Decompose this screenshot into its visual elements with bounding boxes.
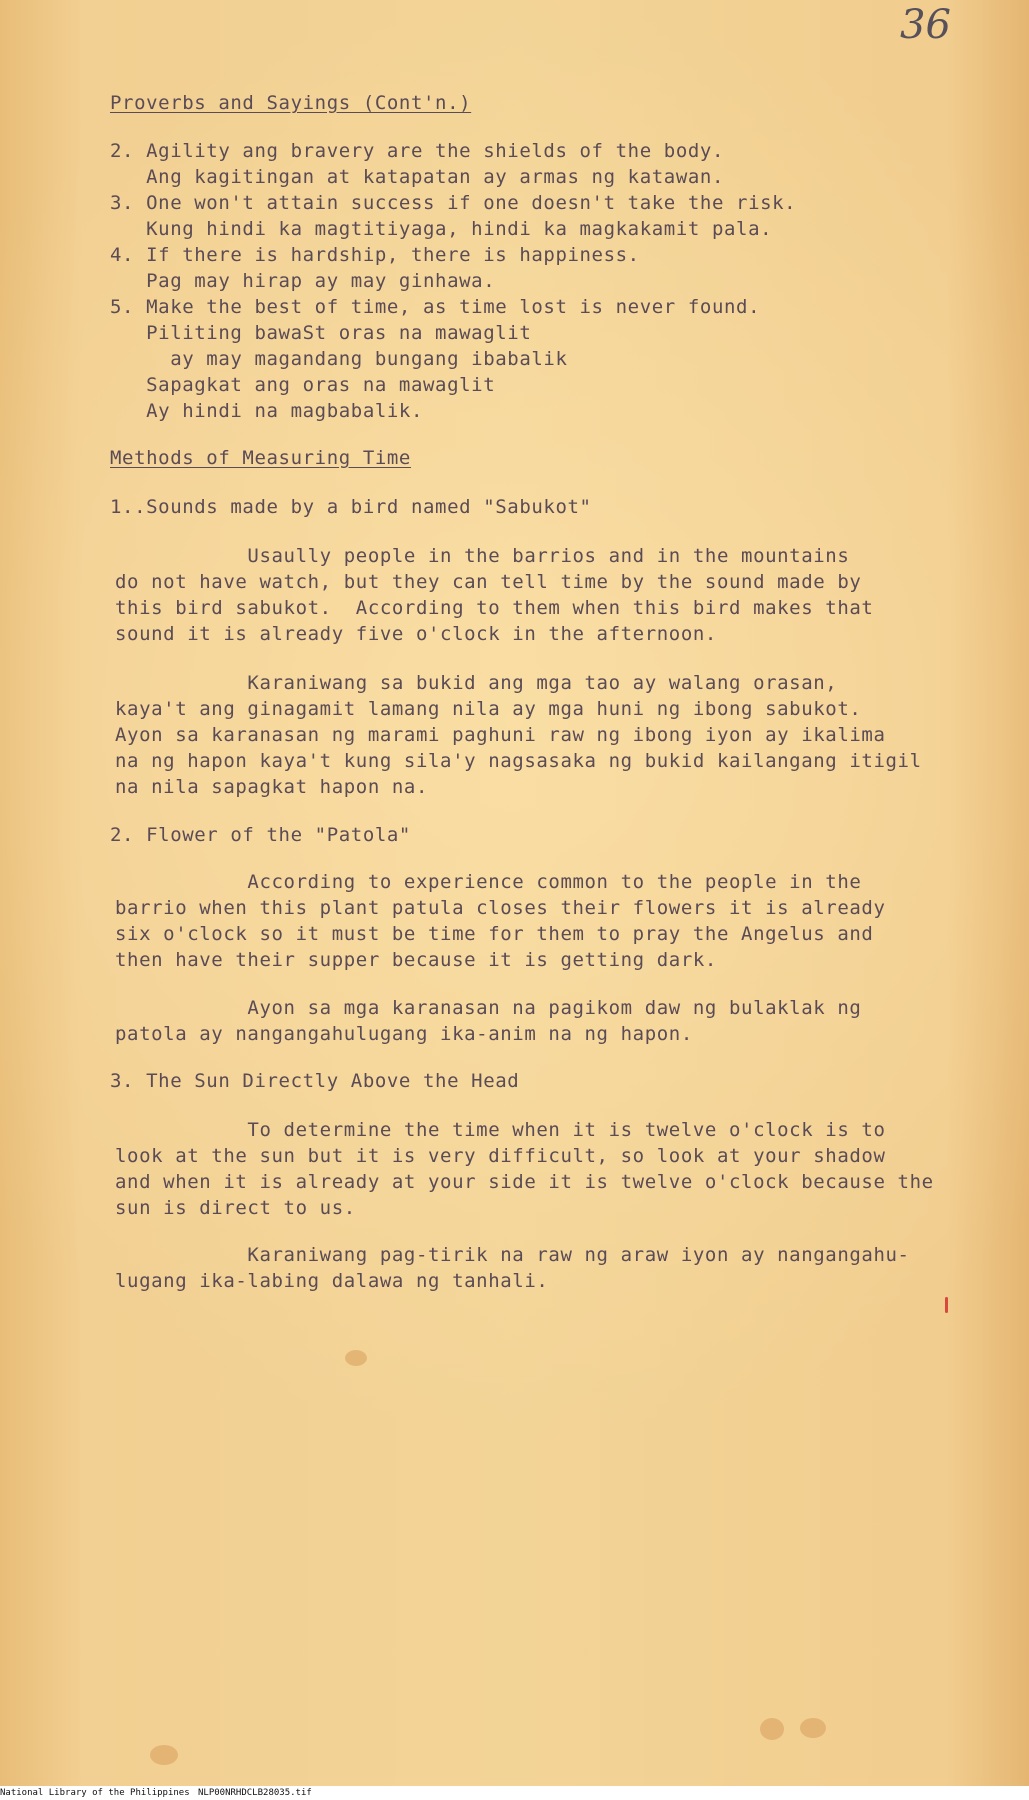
red-ink-mark [945,1297,948,1313]
paragraph-line: na nila sapagkat hapon na. [115,776,429,798]
paper-stain [150,1745,178,1765]
paragraph-line: patola ay nangangahulugang ika-anim na ng hapon. [115,1023,693,1045]
paragraph-line: kaya't ang ginagamit lamang nila ay mga huni ng ibong sabukot. [115,698,862,720]
proverb-line: Sapagkat ang oras na mawaglit [110,374,496,396]
paragraph-line: six o'clock so it must be time for them to pray the Angelus and [115,923,874,945]
paragraph-line: then have their supper because it is getting dark. [115,949,717,971]
proverb-line: ay may magandang bungang ibabalik [110,348,568,370]
proverb-line: Ang kagitingan at katapatan ay armas ng katawan. [110,166,724,188]
proverb-line: 4. If there is hardship, there is happiness. [110,244,640,266]
proverb-line: Pag may hirap ay may ginhawa. [110,270,496,292]
paragraph-line: look at the sun but it is very difficult, so look at your shadow [115,1145,886,1167]
page-number: 36 [900,2,951,48]
paragraph-line: sun is direct to us. [115,1197,356,1219]
paragraph-line: this bird sabukot. According to them when this bird makes that [115,597,874,619]
paragraph-line: and when it is already at your side it is twelve o'clock because the [115,1171,934,1193]
paragraph-line: To determine the time when it is twelve o'clock is to [115,1119,886,1141]
proverb-line: Kung hindi ka magtitiyaga, hindi ka magkakamit pala. [110,218,773,240]
section-title: 2. Flower of the "Patola" [110,824,411,846]
proverb-line: 2. Agility ang bravery are the shields of the body. [110,140,724,162]
paragraph-line: According to experience common to the people in the [115,871,862,893]
methods-heading: Methods of Measuring Time [110,447,411,469]
section-title: 3. The Sun Directly Above the Head [110,1070,520,1092]
paragraph-line: do not have watch, but they can tell time by the sound made by [115,571,862,593]
paper-stain [800,1718,826,1738]
paper-stain [345,1350,367,1366]
footer-file-id: NLP00NRHDCLB28035.tif [198,1788,312,1798]
paragraph-line: Ayon sa karanasan ng marami paghuni raw ng ibong iyon ay ikalima [115,724,886,746]
proverb-line: Ay hindi na magbabalik. [110,400,424,422]
paragraph-line: Karaniwang sa bukid ang mga tao ay walang orasan, [115,672,838,694]
footer-institution: National Library of the Philippines [0,1788,190,1798]
paper-stain [760,1718,784,1740]
proverb-line: 5. Make the best of time, as time lost is never found. [110,296,761,318]
paragraph-line: Ayon sa mga karanasan na pagikom daw ng bulaklak ng [115,997,862,1019]
section-title: 1..Sounds made by a bird named "Sabukot" [110,496,592,518]
proverb-line: 3. One won't attain success if one doesn't take the risk. [110,192,797,214]
proverbs-heading: Proverbs and Sayings (Cont'n.) [110,92,472,114]
paragraph-line: sound it is already five o'clock in the afternoon. [115,623,717,645]
paragraph-line: barrio when this plant patula closes their flowers it is already [115,897,886,919]
paragraph-line: lugang ika-labing dalawa ng tanhali. [115,1270,549,1292]
paragraph-line: Usaully people in the barrios and in the mountains [115,545,850,567]
paragraph-line: Karaniwang pag-tirik na raw ng araw iyon ay nangangahu- [115,1244,910,1266]
proverb-line: Piliting bawaSt oras na mawaglit [110,322,532,344]
paragraph-line: na ng hapon kaya't kung sila'y nagsasaka ng bukid kailangang itigil [115,750,922,772]
